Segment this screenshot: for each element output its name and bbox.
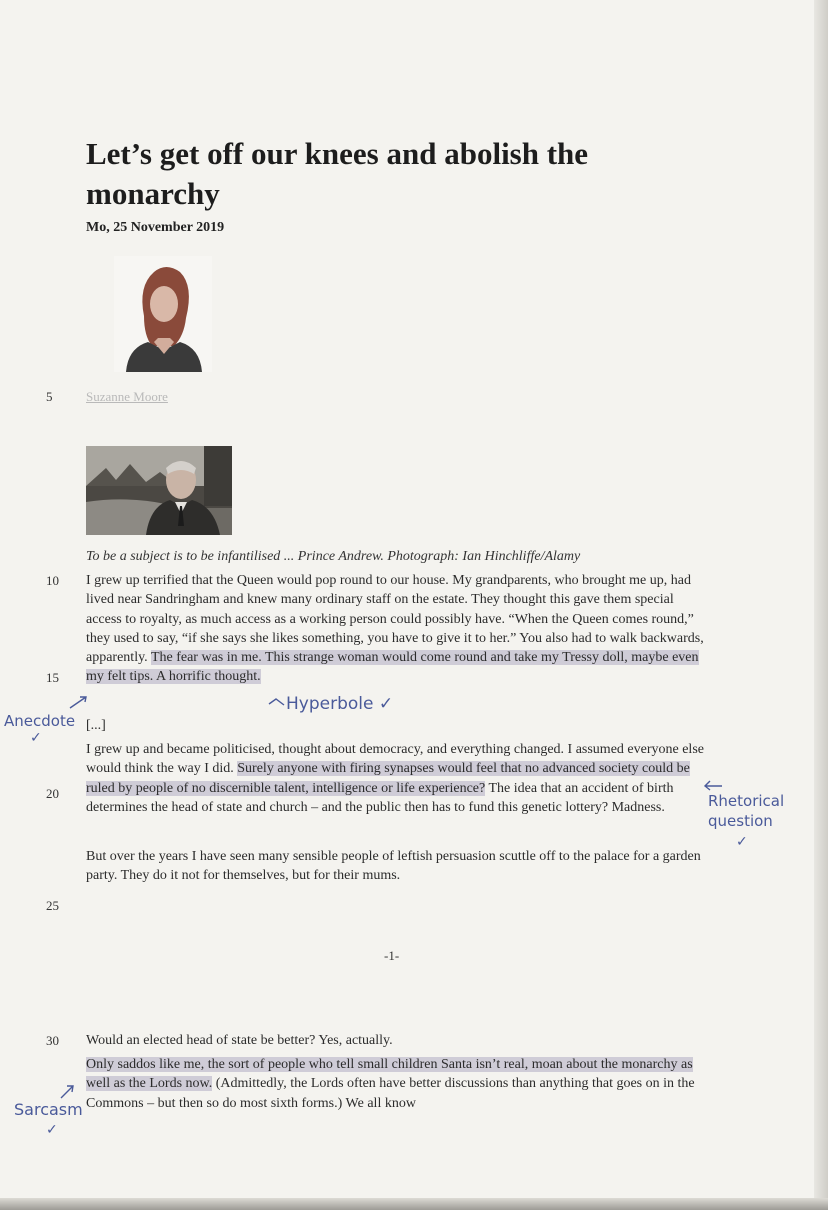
- arrow-icon: [68, 694, 90, 710]
- line-number: 30: [46, 1033, 59, 1048]
- line-number: 25: [46, 898, 59, 913]
- line-number: 10: [46, 573, 59, 588]
- ellipsis: [...]: [86, 718, 106, 733]
- line-number: 5: [46, 389, 53, 404]
- paragraph-text: (Admittedly, the Lords often have better discussions than anything that goes on in the Commons – but then so do most sixth forms.) We all know: [86, 1076, 695, 1111]
- article-date: Mo, 25 November 2019: [86, 220, 225, 235]
- author-photo: [114, 256, 212, 372]
- highlighted-text: Only saddos like me, the sort of people who tell small children Santa isn’t real, moan about the monarchy as well as the Lords now.: [86, 1057, 693, 1092]
- arrow-icon: [58, 1082, 78, 1100]
- arrow-icon: [702, 778, 724, 792]
- paragraph-3: But over the years I have seen many sensible people of leftish persuasion scuttle off to the palace for a garden party. They do it not for themselves, but for their mums.: [86, 849, 701, 884]
- annotation-rhetorical: Rhetorical: [708, 792, 785, 810]
- article-title: Let’s get off our knees and abolish the monarchy: [86, 136, 589, 211]
- highlighted-text: The fear was in me. This strange woman would come round and take my Tressy doll, maybe even my felt tips. A horrific thought.: [86, 650, 699, 685]
- paragraph-5: [86, 1055, 708, 1113]
- paragraph-text: I grew up and became politicised, thought about democracy, and everything changed. I assumed everyone else would think the way I did.: [86, 742, 704, 777]
- paragraph-4: Would an elected head of state be better? Yes, actually.: [86, 1033, 393, 1048]
- paragraph-text: The idea that an accident of birth determines the head of state and church – and the public then has to fund this genetic lottery? Madness.: [86, 780, 674, 815]
- annotation-anecdote: Anecdote: [4, 712, 76, 730]
- photo-caption: To be a subject is to be infantilised ... Prince Andrew. Photograph: Ian Hinchliffe/Alamy: [86, 549, 581, 564]
- highlighted-text: Surely anyone with firing synapses would feel that no advanced society could be ruled by people of no discernible talent, intelligence or life experience?: [86, 761, 690, 796]
- page-number: -1-: [384, 948, 400, 963]
- annotation-hyperbole: Hyperbole ✓: [286, 694, 394, 714]
- annotation-tick: ✓: [736, 834, 748, 850]
- annotation-tick: ✓: [30, 730, 42, 746]
- arrow-icon: [268, 696, 286, 708]
- annotation-question: question: [708, 812, 773, 830]
- page-edge-bottom: [0, 1198, 828, 1210]
- page-edge: [814, 0, 828, 1210]
- author-link[interactable]: Suzanne Moore: [86, 389, 168, 404]
- annotation-tick: ✓: [46, 1122, 58, 1138]
- paragraph-2: [86, 740, 708, 817]
- paragraph-1: [86, 571, 708, 687]
- paragraph-text: I grew up terrified that the Queen would pop round to our house. My grandparents, who brought me up, had lived near Sandringham and knew many ordinary staff on the estate. They thought this gave them special access to royalty, as much access as a working person could possibly have. “When the Queen comes round,” they used to say, “if she says she likes something, you have to give it to her.” You also had to walk backwards, apparently.: [86, 573, 704, 666]
- line-number: 20: [46, 786, 59, 801]
- annotation-sarcasm: Sarcasm: [14, 1100, 83, 1119]
- line-number: 15: [46, 670, 59, 685]
- article-photo: [86, 446, 232, 535]
